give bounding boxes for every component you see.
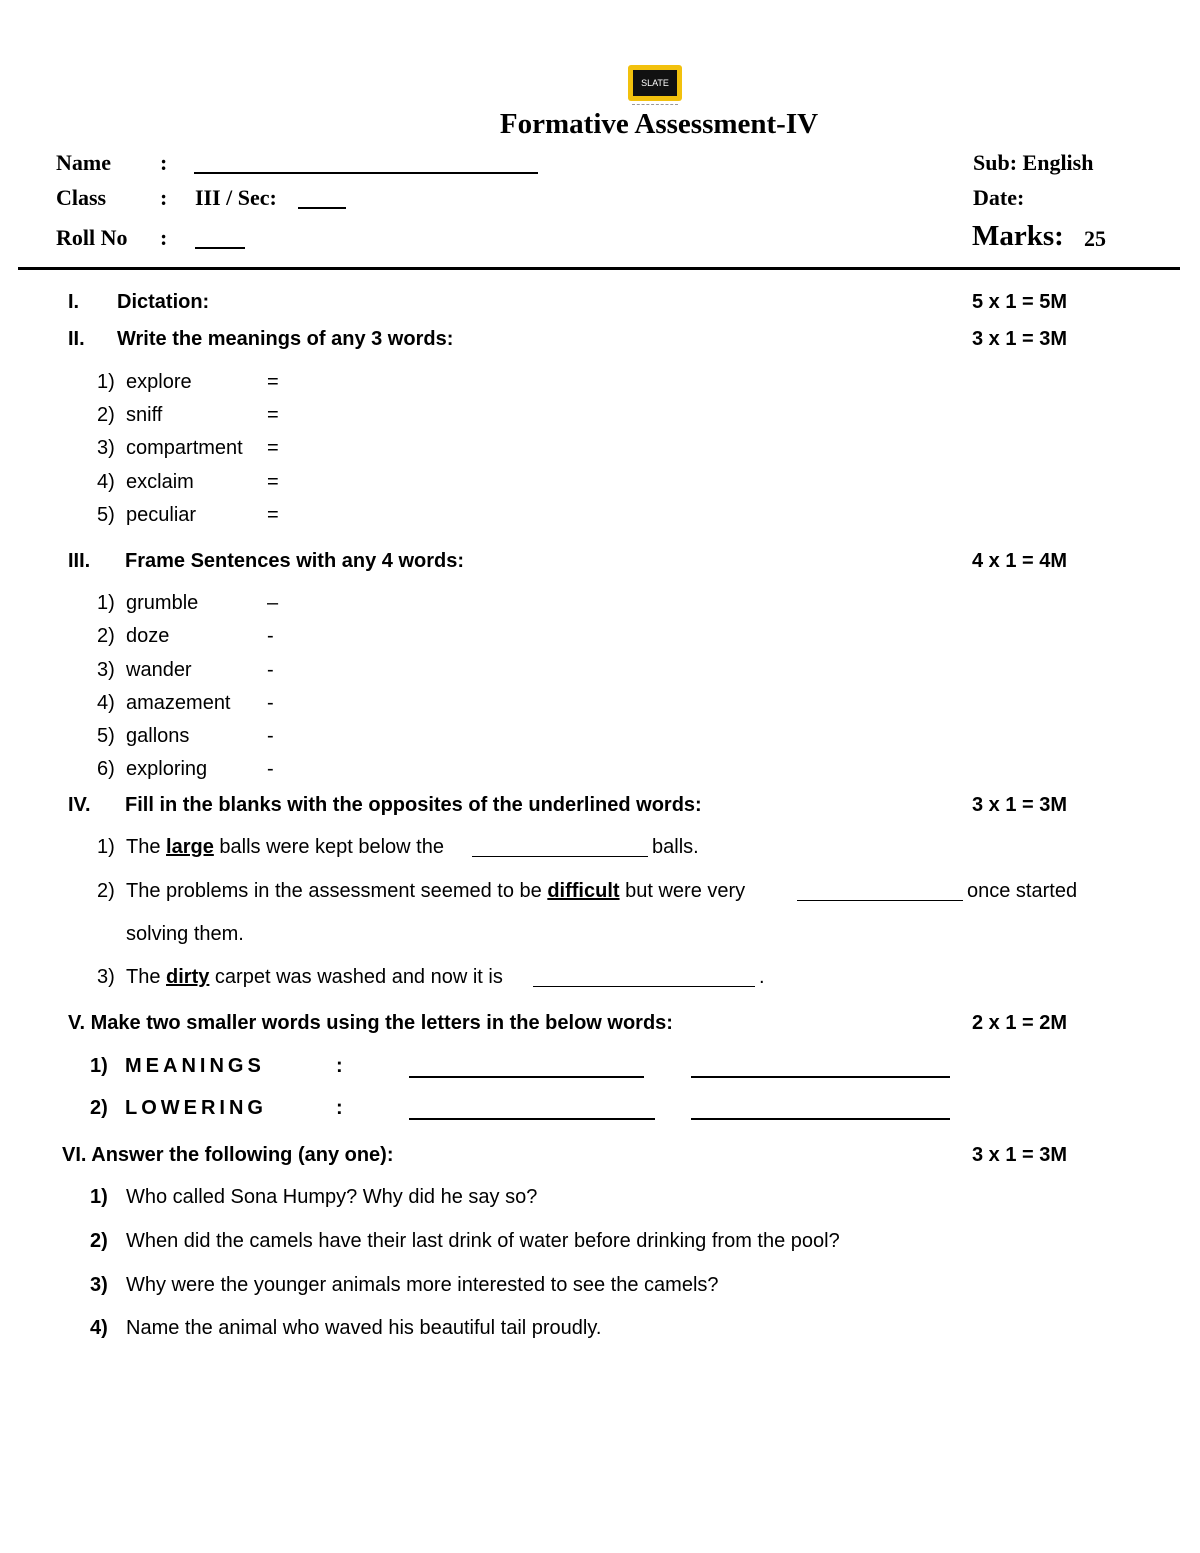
list-item-number: 5) (97, 725, 115, 747)
word-colon: : (336, 1055, 343, 1077)
question-text: Name the animal who waved his beautiful tail proudly. (126, 1317, 602, 1339)
section-blank[interactable] (298, 207, 346, 209)
section-6-marks: 3 x 1 = 3M (972, 1144, 1068, 1166)
list-item-number: 1) (90, 1186, 108, 1208)
section-6-title: VI. Answer the following (any one): (62, 1144, 394, 1166)
section-5-title: V. Make two smaller words using the letters in the below words: (68, 1012, 673, 1034)
subject-label: Sub: English (973, 150, 1094, 175)
list-item-number: 2) (90, 1097, 108, 1119)
question-text: Who called Sona Humpy? Why did he say so? (126, 1186, 538, 1208)
list-item-number: 2) (97, 625, 115, 647)
answer-blank[interactable] (472, 856, 648, 857)
vocab-word: doze (126, 625, 170, 647)
section-2-title: Write the meanings of any 3 words: (117, 328, 454, 350)
list-item-number: 6) (97, 758, 115, 780)
vocab-word: exclaim (126, 471, 194, 493)
list-item-number: 1) (90, 1055, 108, 1077)
vocab-word: sniff (126, 404, 163, 426)
list-item-number: 2) (97, 880, 115, 902)
section-4-title: Fill in the blanks with the opposites of the underlined words: (125, 794, 702, 816)
section-4-number: IV. (68, 794, 91, 816)
roll-label: Roll No (56, 225, 128, 250)
list-item-number: 2) (97, 404, 115, 426)
section-1-number: I. (68, 291, 80, 313)
section-1-title: Dictation: (117, 291, 210, 313)
equals-sign: = (267, 371, 279, 393)
page-title: Formative Assessment-IV (499, 108, 819, 140)
school-logo (628, 65, 682, 101)
fill-blank-question-1: The large balls were kept below the (126, 836, 444, 858)
answer-blank[interactable] (691, 1118, 950, 1120)
fill-blank-question-2: The problems in the assessment seemed to be difficult but were very (126, 880, 746, 902)
answer-blank[interactable] (409, 1076, 644, 1078)
list-item-number: 1) (97, 836, 115, 858)
name-label: Name (56, 150, 111, 175)
vocab-word: peculiar (126, 504, 197, 526)
underlined-word: difficult (547, 880, 620, 902)
answer-blank[interactable] (533, 986, 755, 987)
dash-sign: – (267, 592, 279, 614)
vocab-word: grumble (126, 592, 199, 614)
name-blank[interactable] (194, 172, 538, 174)
list-item-number: 3) (97, 437, 115, 459)
vocab-word: exploring (126, 758, 208, 780)
section-5-marks: 2 x 1 = 2M (972, 1012, 1068, 1034)
list-item-number: 2) (90, 1230, 108, 1252)
list-item-number: 5) (97, 504, 115, 526)
underlined-word: large (166, 836, 214, 858)
section-3-marks: 4 x 1 = 4M (972, 550, 1068, 572)
word-colon: : (336, 1097, 343, 1119)
list-item-number: 3) (90, 1274, 108, 1296)
dash-sign: - (267, 625, 274, 647)
section-1-marks: 5 x 1 = 5M (972, 291, 1068, 313)
marks-label: Marks: (972, 220, 1064, 252)
class-colon: : (160, 185, 168, 210)
question-text: When did the camels have their last drink of water before drinking from the pool? (126, 1230, 840, 1252)
list-item-number: 4) (97, 692, 115, 714)
sentence-continuation: once started (967, 880, 1078, 902)
section-3-title: Frame Sentences with any 4 words: (125, 550, 464, 572)
class-label: Class (56, 185, 107, 210)
section-4-marks: 3 x 1 = 3M (972, 794, 1068, 816)
answer-blank[interactable] (797, 900, 963, 901)
answer-blank[interactable] (409, 1118, 655, 1120)
answer-blank[interactable] (691, 1076, 950, 1078)
list-item-number: 4) (97, 471, 115, 493)
section-2-marks: 3 x 1 = 3M (972, 328, 1068, 350)
source-word: MEANINGS (125, 1055, 265, 1077)
question-text: Why were the younger animals more interested to see the camels? (126, 1274, 719, 1296)
dash-sign: - (267, 692, 274, 714)
underlined-word: dirty (166, 966, 210, 988)
date-label: Date: (973, 185, 1025, 210)
list-item-number: 1) (97, 371, 115, 393)
vocab-word: explore (126, 371, 192, 393)
equals-sign: = (267, 504, 279, 526)
section-2-number: II. (68, 328, 85, 350)
name-colon: : (160, 150, 168, 175)
dash-sign: - (267, 725, 274, 747)
vocab-word: wander (126, 659, 192, 681)
section-3-number: III. (68, 550, 91, 572)
header-divider (18, 267, 1180, 270)
marks-value: 25 (1084, 226, 1106, 251)
equals-sign: = (267, 471, 279, 493)
sentence-end: balls. (652, 836, 699, 858)
dash-sign: - (267, 758, 274, 780)
list-item-number: 4) (90, 1317, 108, 1339)
source-word: LOWERING (125, 1097, 267, 1119)
roll-blank[interactable] (195, 247, 245, 249)
list-item-number: 3) (97, 659, 115, 681)
class-value: III / Sec: (195, 185, 277, 210)
vocab-word: amazement (126, 692, 231, 714)
fill-blank-question-3: The dirty carpet was washed and now it is (126, 966, 503, 988)
roll-colon: : (160, 225, 168, 250)
equals-sign: = (267, 437, 279, 459)
list-item-number: 3) (97, 966, 115, 988)
dash-sign: - (267, 659, 274, 681)
vocab-word: gallons (126, 725, 190, 747)
vocab-word: compartment (126, 437, 243, 459)
list-item-number: 1) (97, 592, 115, 614)
sentence-end: . (759, 966, 765, 988)
equals-sign: = (267, 404, 279, 426)
logo-text: SLATE (633, 70, 677, 96)
sentence-end: solving them. (126, 923, 244, 945)
